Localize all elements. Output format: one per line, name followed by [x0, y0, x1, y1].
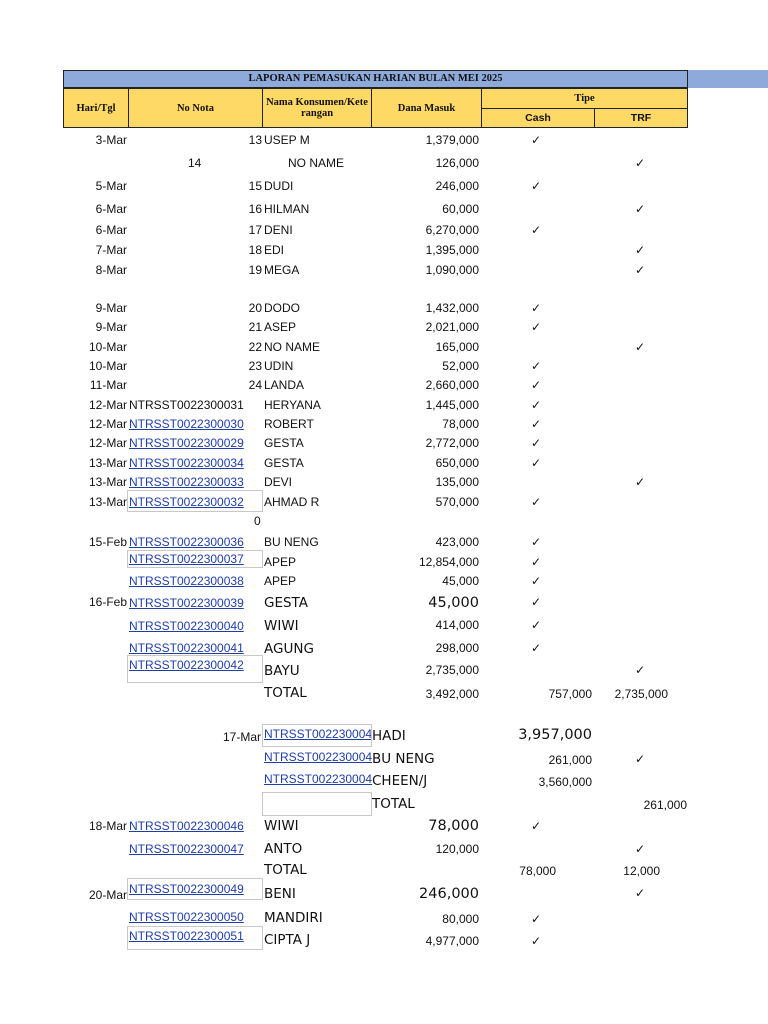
row-date: 6-Mar — [95, 202, 127, 216]
row-nama: DUDI — [264, 179, 294, 193]
row-nota-link[interactable]: NTRSST0022300039 — [129, 596, 244, 610]
row-nama: GESTA — [264, 436, 304, 450]
row-nama: CHEEN/J — [372, 773, 428, 789]
total-trf: 12,000 — [623, 864, 660, 878]
row-date: 9-Mar — [95, 301, 127, 315]
row-nota-link[interactable]: NTRSST002230004 — [264, 772, 373, 786]
total-trf: 2,735,000 — [614, 687, 668, 701]
trf-check-icon: ✓ — [635, 475, 646, 489]
row-dana: 135,000 — [435, 475, 479, 489]
row-nota: 15 — [248, 179, 262, 193]
header-cash: Cash — [481, 108, 595, 128]
header-trf: TRF — [594, 108, 688, 128]
total-label: TOTAL — [372, 796, 415, 812]
row-date: 10-Mar — [88, 340, 127, 354]
total-dana: 3,492,000 — [425, 687, 479, 701]
row-nama: ROBERT — [264, 417, 314, 431]
row-date: 18-Mar — [88, 819, 127, 833]
row-date: 3-Mar — [95, 133, 127, 147]
row-date: 16-Feb — [88, 595, 127, 609]
row-nota: 23 — [248, 359, 262, 373]
cash-check-icon: ✓ — [531, 819, 542, 833]
row-dana: 80,000 — [442, 912, 479, 926]
trf-check-icon: ✓ — [635, 156, 646, 170]
cash-check-icon: ✓ — [531, 398, 542, 412]
row-nama: GESTA — [264, 595, 308, 611]
row-nama: USEP M — [264, 133, 310, 147]
row-nota-link[interactable]: NTRSST0022300040 — [129, 619, 244, 633]
row-nama: DODO — [264, 301, 300, 315]
header-nota: No Nota — [128, 88, 263, 128]
cash-check-icon: ✓ — [531, 456, 542, 470]
row-dana: 1,432,000 — [425, 301, 479, 315]
cash-check-icon: ✓ — [531, 301, 542, 315]
row-nota-link: NTRSST0022300031 — [129, 398, 244, 412]
cell-border — [127, 490, 263, 512]
header-nama: Nama Konsumen/Keterangan — [262, 88, 372, 128]
row-dana: 45,000 — [442, 574, 479, 588]
row-dana: 3,560,000 — [538, 775, 592, 789]
row-dana: 1,090,000 — [425, 263, 479, 277]
row-nota-link[interactable]: NTRSST0022300030 — [129, 417, 244, 431]
row-nama: DEVI — [264, 475, 293, 489]
row-nama: DENI — [264, 223, 293, 237]
row-nama: APEP — [264, 574, 297, 588]
cell-border — [127, 926, 263, 950]
report-title: LAPORAN PEMASUKAN HARIAN BULAN MEI 2025 — [248, 73, 503, 84]
row-date: 13-Mar — [88, 456, 127, 470]
row-dana: 1,395,000 — [425, 243, 479, 257]
row-dana: 78,000 — [442, 417, 479, 431]
row-dana: 423,000 — [435, 535, 479, 549]
row-date: 7-Mar — [95, 243, 127, 257]
row-date: 13-Mar — [88, 475, 127, 489]
header-fill-extension — [688, 70, 768, 88]
row-nota: 20 — [248, 301, 262, 315]
row-dana: 246,000 — [419, 886, 479, 902]
cash-check-icon: ✓ — [531, 555, 542, 569]
cell-border — [262, 724, 372, 747]
row-nama: AGUNG — [264, 641, 314, 657]
row-dana: 414,000 — [435, 618, 479, 632]
row-nota-link[interactable]: NTRSST0022300037 — [129, 552, 244, 566]
row-date: 15-Feb — [88, 535, 127, 549]
cash-check-icon: ✓ — [531, 618, 542, 632]
row-dana: 570,000 — [435, 495, 479, 509]
row-nota-link[interactable]: NTRSST0022300032 — [129, 495, 244, 509]
row-dana: 261,000 — [548, 753, 592, 767]
row-nota-link[interactable]: NTRSST002230004 — [264, 727, 373, 741]
row-dana: 78,000 — [428, 818, 479, 834]
row-nama: UDIN — [264, 359, 294, 373]
row-nota-link[interactable]: NTRSST0022300034 — [129, 456, 244, 470]
trf-check-icon: ✓ — [635, 340, 646, 354]
row-nama: NO NAME — [288, 156, 345, 170]
row-date: 12-Mar — [88, 436, 127, 450]
trf-check-icon: ✓ — [635, 202, 646, 216]
cash-check-icon: ✓ — [531, 934, 542, 948]
row-dana: 12,854,000 — [418, 555, 479, 569]
row-dana: 2,772,000 — [425, 436, 479, 450]
row-nota: 14 — [188, 156, 202, 170]
row-dana: 3,957,000 — [518, 727, 592, 743]
cell-border — [127, 655, 263, 683]
row-dana: 298,000 — [435, 641, 479, 655]
row-dana: 4,977,000 — [425, 934, 479, 948]
cash-check-icon: ✓ — [531, 417, 542, 431]
row-nama: EDI — [264, 243, 285, 257]
row-nama: LANDA — [264, 378, 305, 392]
cell-border — [127, 878, 263, 900]
row-nota: 22 — [248, 340, 262, 354]
row-nota-link[interactable]: NTRSST0022300050 — [129, 910, 244, 924]
header-tipe: Tipe — [481, 88, 688, 109]
row-date: 10-Mar — [88, 359, 127, 373]
row-nama: NO NAME — [264, 340, 321, 354]
row-nota: 17 — [248, 223, 262, 237]
row-dana: 2,660,000 — [425, 378, 479, 392]
row-dana: 246,000 — [435, 179, 479, 193]
row-nota: 21 — [248, 320, 262, 334]
cash-check-icon: ✓ — [531, 378, 542, 392]
row-nota-link[interactable]: NTRSST0022300041 — [129, 641, 244, 655]
row-date: 20-Mar — [88, 888, 127, 902]
row-nama: APEP — [264, 555, 297, 569]
row-nama: AHMAD R — [264, 495, 320, 509]
row-nama: BENI — [264, 886, 296, 902]
row-nota-link[interactable]: NTRSST002230004 — [264, 750, 373, 764]
row-nama: ASEP — [264, 320, 297, 334]
total-label: TOTAL — [264, 685, 307, 701]
trf-check-icon: ✓ — [635, 886, 646, 900]
row-date: 5-Mar — [95, 179, 127, 193]
cash-check-icon: ✓ — [531, 495, 542, 509]
row-nama: BAYU — [264, 663, 300, 679]
cash-check-icon: ✓ — [531, 535, 542, 549]
row-nota-link[interactable]: NTRSST0022300038 — [129, 574, 244, 588]
row-nota: 19 — [248, 263, 262, 277]
row-dana: 45,000 — [428, 595, 479, 611]
row-nama: ANTO — [264, 841, 303, 857]
row-date: 9-Mar — [95, 320, 127, 334]
row-date: 12-Mar — [88, 417, 127, 431]
cell-border — [127, 550, 263, 568]
row-date: 17-Mar — [222, 730, 261, 744]
cash-check-icon: ✓ — [531, 179, 542, 193]
total-label: TOTAL — [264, 862, 307, 878]
row-nota: 24 — [248, 378, 262, 392]
row-nota: 16 — [248, 202, 262, 216]
cash-check-icon: ✓ — [531, 223, 542, 237]
cash-check-icon: ✓ — [531, 320, 542, 334]
row-dana: 165,000 — [435, 340, 479, 354]
row-dana: 52,000 — [442, 359, 479, 373]
row-nota-link[interactable]: NTRSST0022300042 — [129, 658, 244, 672]
header-date: Hari/Tgl — [63, 88, 129, 128]
row-dana: 60,000 — [442, 202, 479, 216]
row-date: 12-Mar — [88, 398, 127, 412]
row-dana: 2,735,000 — [425, 663, 479, 677]
cash-check-icon: ✓ — [531, 595, 542, 609]
header-dana: Dana Masuk — [371, 88, 482, 128]
row-nama: BU NENG — [264, 535, 319, 549]
row-dana: 1,379,000 — [425, 133, 479, 147]
total-cash: 78,000 — [519, 864, 556, 878]
row-date: 11-Mar — [89, 378, 127, 392]
total-cash: 757,000 — [548, 687, 592, 701]
row-dana: 126,000 — [435, 156, 479, 170]
row-dana: 120,000 — [435, 842, 479, 856]
row-nota-link[interactable]: NTRSST0022300036 — [129, 535, 244, 549]
row-date: 13-Mar — [88, 495, 127, 509]
row-nama: HERYANA — [264, 398, 321, 412]
row-nota-link[interactable]: NTRSST0022300051 — [129, 929, 244, 943]
cash-check-icon: ✓ — [531, 436, 542, 450]
row-nama: MEGA — [264, 263, 300, 277]
cash-check-icon: ✓ — [531, 912, 542, 926]
row-nama: CIPTA J — [264, 932, 311, 948]
trf-check-icon: ✓ — [635, 243, 646, 257]
row-nama: HADI — [372, 728, 406, 744]
row-nota-link[interactable]: NTRSST0022300047 — [129, 842, 244, 856]
cash-check-icon: ✓ — [635, 752, 646, 766]
cash-check-icon: ✓ — [531, 133, 542, 147]
row-dana: 6,270,000 — [425, 223, 479, 237]
row-nota-link[interactable]: NTRSST0022300046 — [129, 819, 244, 833]
trf-check-icon: ✓ — [635, 663, 646, 677]
trf-check-icon: ✓ — [635, 842, 646, 856]
row-nota-link[interactable]: NTRSST0022300049 — [129, 882, 244, 896]
zero-value: 0 — [254, 514, 261, 528]
row-nama: WIWI — [264, 618, 299, 634]
row-date: 6-Mar — [95, 223, 127, 237]
cash-check-icon: ✓ — [531, 574, 542, 588]
row-date: 8-Mar — [95, 263, 127, 277]
row-nota-link[interactable]: NTRSST0022300029 — [129, 436, 244, 450]
row-nama: WIWI — [264, 818, 299, 834]
cash-check-icon: ✓ — [531, 359, 542, 373]
trf-check-icon: ✓ — [635, 263, 646, 277]
row-nota: 13 — [248, 133, 262, 147]
row-nota: 18 — [248, 243, 262, 257]
total-value: 261,000 — [643, 798, 687, 812]
row-nama: HILMAN — [264, 202, 310, 216]
row-nota-link[interactable]: NTRSST0022300033 — [129, 475, 244, 489]
row-nama: GESTA — [264, 456, 304, 470]
cash-check-icon: ✓ — [531, 641, 542, 655]
row-dana: 2,021,000 — [425, 320, 479, 334]
row-nama: MANDIRI — [264, 910, 323, 926]
row-dana: 650,000 — [435, 456, 479, 470]
cell-border — [262, 792, 372, 816]
row-nama: BU NENG — [372, 751, 435, 767]
row-dana: 1,445,000 — [425, 398, 479, 412]
